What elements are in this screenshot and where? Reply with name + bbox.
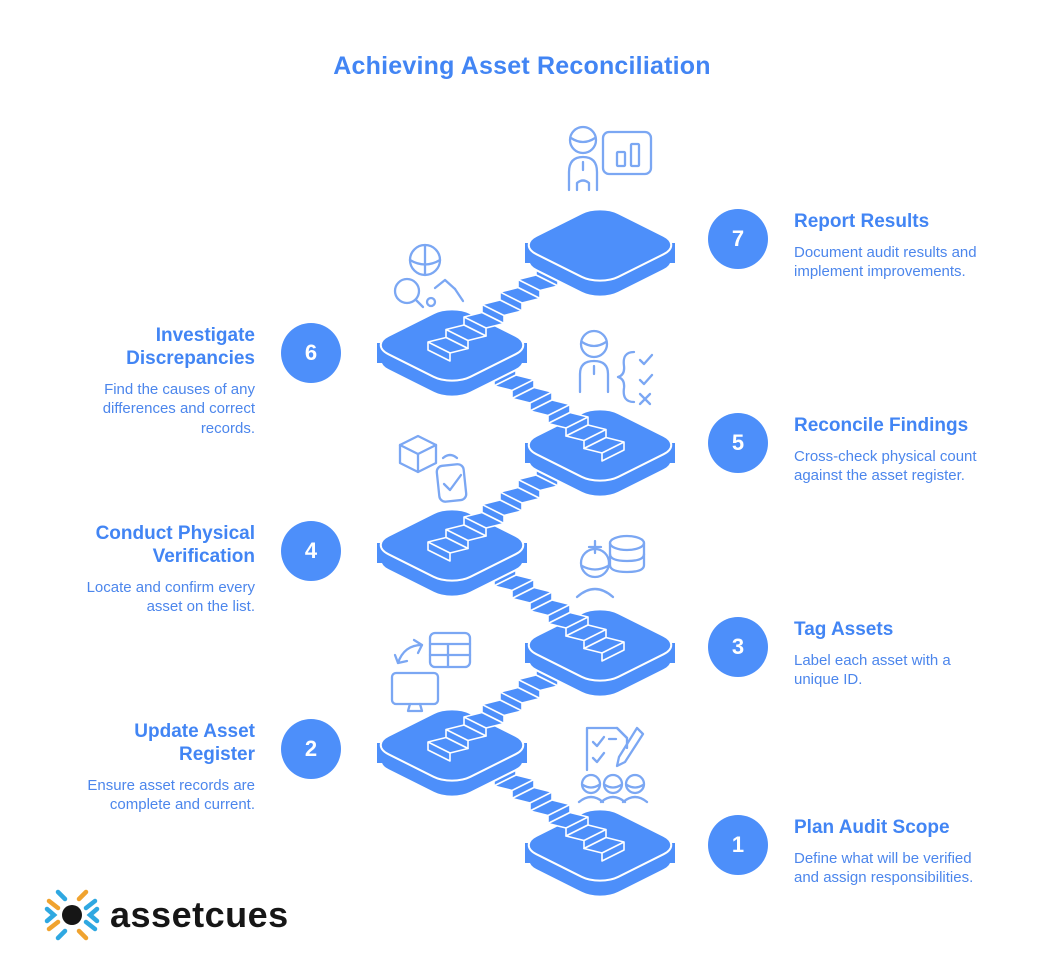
step-7-description: Document audit results and implement improvements. (794, 243, 977, 281)
step-6-description: Find the causes of any differences and correct records. (102, 380, 255, 437)
person-database-icon (577, 536, 644, 597)
step-5-number-badge: 5 (708, 413, 768, 473)
step-7-title: Report Results (794, 211, 930, 232)
step-3-title: Tag Assets (794, 619, 894, 640)
step-2-number-badge: 2 (281, 719, 341, 779)
page-title: Achieving Asset Reconciliation (333, 52, 711, 80)
assetcues-logo (44, 888, 289, 942)
assetcues-logo-text: assetcues (110, 894, 289, 935)
step-6-title: Investigate Discrepancies (126, 325, 255, 369)
step-4-number-badge: 4 (281, 521, 341, 581)
step-7-number-badge: 7 (708, 209, 768, 269)
step-4-title: Conduct Physical Verification (95, 523, 255, 567)
step-5-description: Cross-check physical count against the asset register. (794, 447, 977, 485)
step-3-block (708, 617, 989, 690)
person-search-icon (395, 245, 463, 307)
box-scanner-icon (400, 436, 467, 502)
step-3-number-badge: 3 (708, 617, 768, 677)
step-4-block (50, 521, 341, 617)
step-2-description: Ensure asset records are complete and current. (87, 776, 255, 814)
monitor-sync-table-icon (392, 633, 470, 711)
step-6-block (50, 323, 341, 438)
step-1-description: Define what will be verified and assign responsibilities. (794, 849, 974, 887)
step-5-title: Reconcile Findings (794, 415, 969, 436)
step-1-block (708, 815, 989, 888)
assetcues-logo-icon (44, 888, 100, 942)
presenter-chart-icon (569, 127, 651, 190)
checklist-people-icon (579, 728, 647, 802)
step-4-description: Locate and confirm every asset on the list. (86, 578, 255, 616)
step-5-block (708, 413, 989, 486)
person-checklist-icon (580, 331, 652, 404)
step-6-number-badge: 6 (281, 323, 341, 383)
step-7-block (708, 209, 989, 282)
step-1-title: Plan Audit Scope (794, 817, 950, 838)
step-2-title: Update Asset Register (134, 721, 255, 765)
step-1-number-badge: 1 (708, 815, 768, 875)
step-2-block (50, 719, 341, 815)
step-3-description: Label each asset with a unique ID. (794, 651, 951, 689)
